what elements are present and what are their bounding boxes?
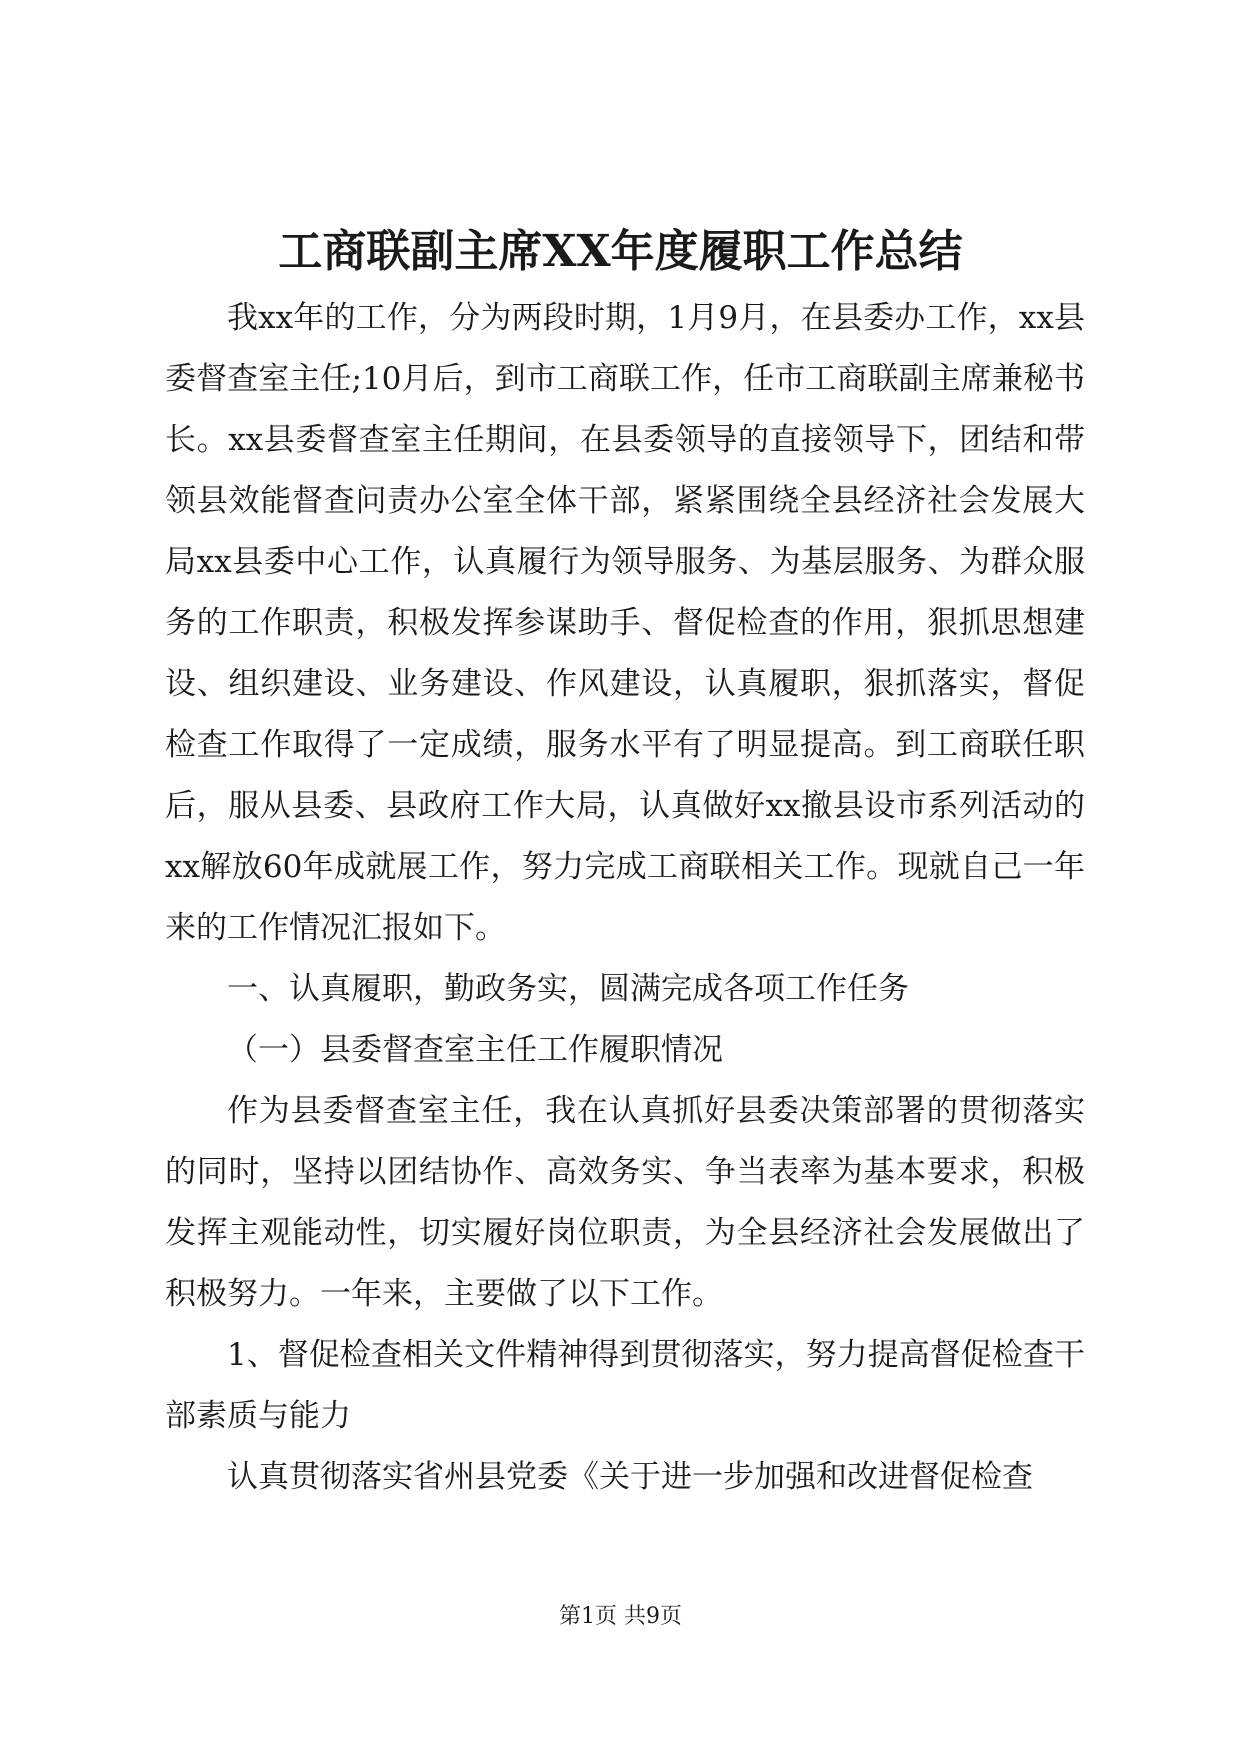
paragraph-item-1: 认真贯彻落实省州县党委《关于进一步加强和改进督促检查 (227, 1459, 1033, 1495)
paragraph-intro: 我xx年的工作，分为两段时期，1月9月，在县委办工作，xx县委督查室主任;10月后，到市工商联工作，任市工商联副主席兼秘书长。xx县委督查室主任期间，在县委领导的直接领导下，团结和带领县效能督查问责办公室全体干部，紧紧围绕全县经济社会发展大局xx县委中心工作，认真履行为领导服务、为基层服务、为群众服务的工作职责，积极发挥参谋助手、督促检查的作用，狠抓思想建设、组织建设、业务建设、作风建设，认真履职，狠抓落实，督促检查工作取得了一定成绩，服务水平有了明显提高。到工商联任职后，服从县委、县政府工作大局，认真做好xx撤县设市系列活动的xx解放60年成就展工作，努力完成工商联相关工作。现就自己一年来的工作情况汇报如下。 (165, 300, 1085, 946)
page-footer: 第1页 共9页 (559, 1604, 682, 1629)
section-heading-1: 一、认真履职，勤政务实，圆满完成各项工作任务 (227, 971, 909, 1007)
subsection-heading-1: （一）县委督查室主任工作履职情况 (227, 1032, 723, 1068)
item-heading-1: 1、督促检查相关文件精神得到贯彻落实，努力提高督促检查干部素质与能力 (165, 1337, 1085, 1434)
document-body (165, 288, 1085, 1508)
document-title: 工商联副主席XX年度履职工作总结 (278, 226, 963, 277)
paragraph-subsection-1: 作为县委督查室主任，我在认真抓好县委决策部署的贯彻落实的同时，坚持以团结协作、高效务实、争当表率为基本要求，积极发挥主观能动性，切实履好岗位职责，为全县经济社会发展做出了积极努力。一年来，主要做了以下工作。 (165, 1093, 1085, 1312)
